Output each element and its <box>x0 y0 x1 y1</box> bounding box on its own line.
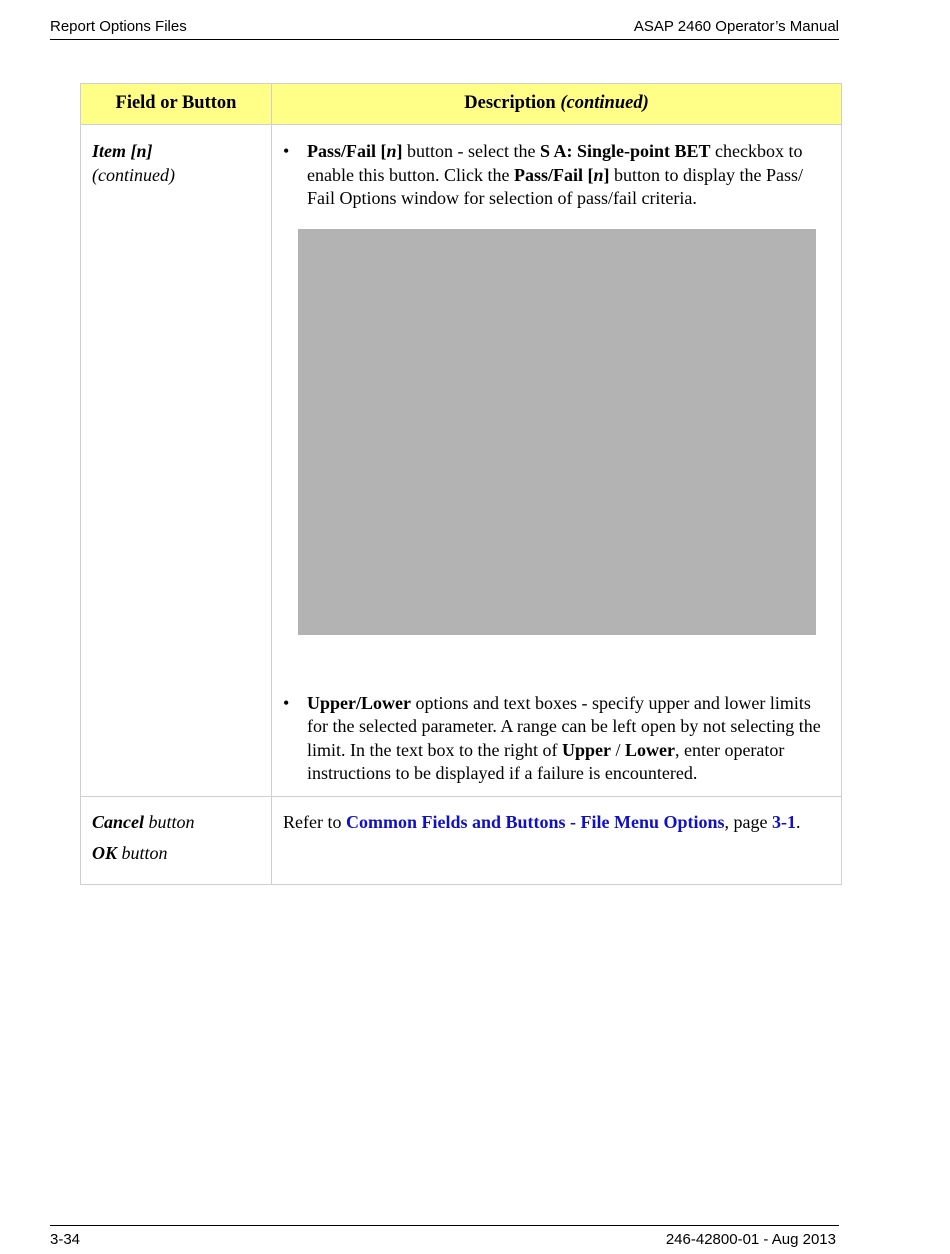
header-manual-title: ASAP 2460 Operator’s Manual <box>633 18 839 35</box>
description-bullet-list-2 <box>283 692 833 786</box>
description-cell-buttons: Refer to Common Fields and Buttons - File Menu Options, page 3-1. <box>272 796 842 884</box>
description-bullet-list <box>283 140 833 211</box>
field-cell-buttons <box>81 796 272 884</box>
document-revision: 246-42800-01 - Aug 2013 <box>665 1231 836 1248</box>
field-cancel-button: Cancel button <box>92 811 195 832</box>
page-reference-link[interactable]: 3-1 <box>772 811 797 832</box>
bullet-icon: • <box>283 141 290 161</box>
column-header-description: Description (continued) <box>272 84 842 125</box>
field-continued-note: (continued) <box>92 164 175 185</box>
column-header-field: Field or Button <box>81 84 272 125</box>
field-name: Item [n] <box>92 141 153 161</box>
header-section-title: Report Options Files <box>50 18 187 35</box>
table-header-row <box>81 84 842 125</box>
field-cell-item <box>81 125 272 797</box>
list-item-pass-fail: • Pass/Fail [n] button - select the S A: Single-point BET checkbox to enable this button. Click the Pass/Fail [n] button to display the Pass/ Fail Options window for selection of pass/fail criteria. <box>283 141 803 208</box>
common-fields-link[interactable]: Common Fields and Buttons - File Menu Options <box>345 811 725 832</box>
page-footer <box>50 1225 839 1252</box>
table-row <box>81 125 842 797</box>
list-item-upper-lower: • Upper/Lower options and text boxes - specify upper and lower limits for the selected parameter. A range can be left open by not selecting the limit. In the text box to the right of Upper / Lower, enter operator instructions to be displayed if a failure is encountered. <box>283 692 821 783</box>
page-header <box>50 16 839 40</box>
table-row <box>81 796 842 884</box>
field-ok-button: OK button <box>92 843 168 863</box>
description-cell-item <box>272 125 842 797</box>
pass-fail-options-screenshot-placeholder <box>298 229 816 635</box>
bullet-icon: • <box>283 692 290 713</box>
page-number: 3-34 <box>50 1231 81 1248</box>
field-description-table <box>80 83 842 885</box>
